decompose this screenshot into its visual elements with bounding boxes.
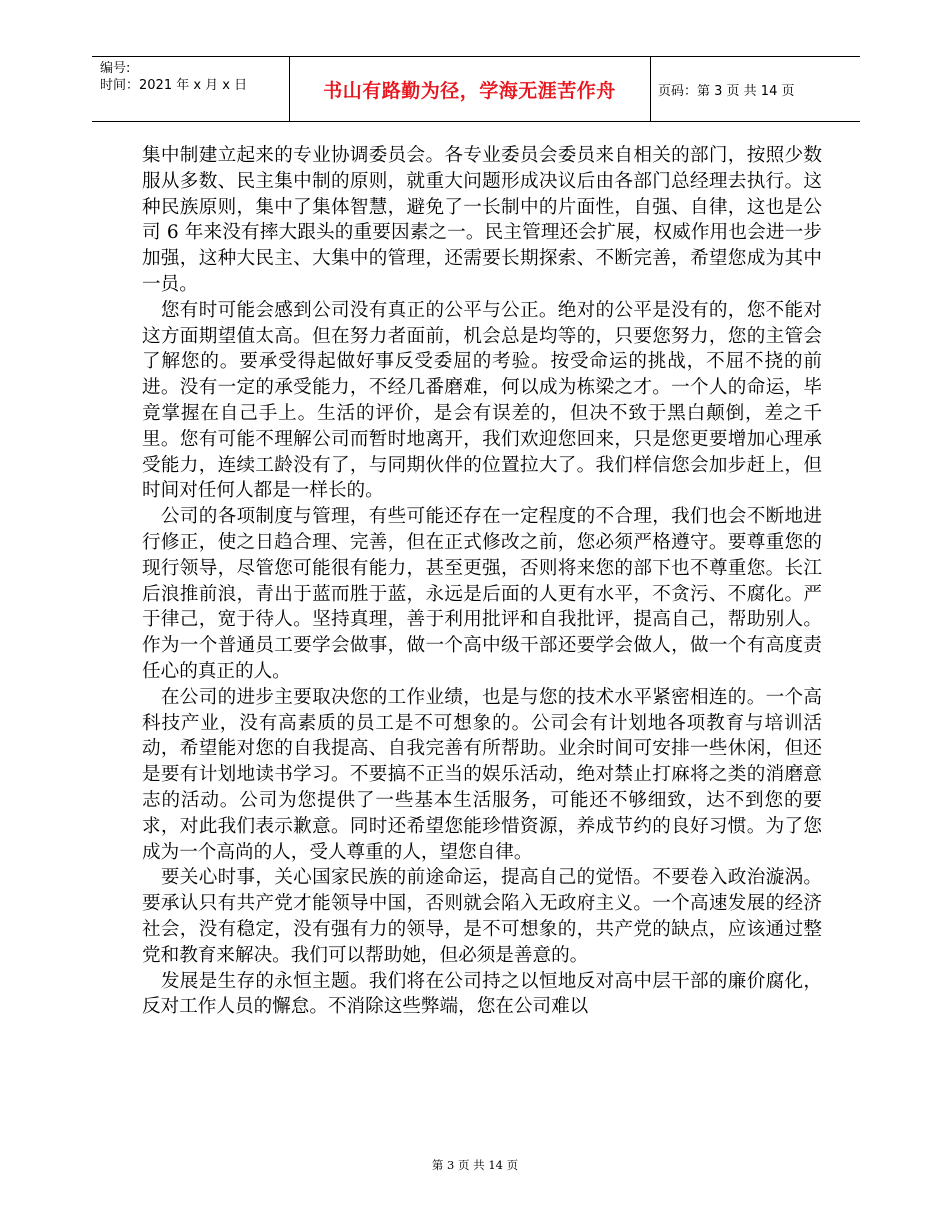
paragraph: 发展是生存的永恒主题。我们将在公司持之以恒地反对高中层干部的廉价腐化，反对工作人员的懈怠。不消除这些弊端，您在公司难以 <box>142 970 822 1018</box>
paragraph: 在公司的进步主要取决您的工作业绩，也是与您的技术水平紧密相连的。一个高科技产业，没有高素质的员工是不可想象的。公司会有计划地各项教育与培训活动，希望能对您的自我提高、自我完善有所帮助。业余时间可安排一些休闲，但还是要有计划地读书学习。不要搞不正当的娱乐活动，绝对禁止打麻将之类的消磨意志的活动。公司为您提供了一些基本生活服务，可能还不够细致，达不到您的要求，对此我们表示歉意。同时还希望您能珍惜资源，养成节约的良好习惯。为了您成为一个高尚的人，受人尊重的人，望您自律。 <box>142 686 822 863</box>
header-number-label: 编号: <box>100 61 131 76</box>
paragraph: 公司的各项制度与管理，有些可能还存在一定程度的不合理，我们也会不断地进行修正，使之日趋合理、完善，但在正式修改之前，您必须严格遵守。要尊重您的现行领导，尽管您可能很有能力，甚至更强，否则将来您的部下也不尊重您。长江后浪推前浪，青出于蓝而胜于蓝，永远是后面的人更有水平，不贪污、不腐化。严于律己，宽于待人。坚持真理，善于利用批评和自我批评，提高自己，帮助别人。作为一个普通员工要学会做事，做一个高中级干部还要学会做人，做一个有高度责任心的真正的人。 <box>142 506 822 682</box>
paragraph: 您有时可能会感到公司没有真正的公平与公正。绝对的公平是没有的，您不能对这方面期望值太高。但在努力者面前，机会总是均等的，只要您努力，您的主管会了解您的。要承受得起做好事反受委屈的考验。按受命运的挑战，不屈不挠的前进。没有一定的承受能力，不经几番磨难，何以成为栋梁之才。一个人的命运，毕竟掌握在自己手上。生活的评价，是会有误差的，但决不致于黑白颠倒，差之千里。您有可能不理解公司而暂时地离开，我们欢迎您回来，只是您更要增加心理承受能力，连续工龄没有了，与同期伙伴的位置拉大了。我们样信您会加步赶上，但时间对任何人都是一样长的。 <box>142 299 822 502</box>
header-meta <box>100 60 247 94</box>
header-page-info: 页码：第 3 页 共 14 页 <box>658 83 795 99</box>
header-time-label: 时间：2021 年 x 月 x 日 <box>100 78 248 93</box>
header-divider-right <box>650 56 651 122</box>
document-body <box>142 143 822 1020</box>
page-header <box>92 56 860 122</box>
paragraph: 集中制建立起来的专业协调委员会。各专业委员会委员来自相关的部门，按照少数服从多数、民主集中制的原则，就重大问题形成决议后由各部门总经理去执行。这种民族原则，集中了集体智慧，避免了一长制中的片面性，自强、自律，这也是公司 6 年来没有摔大跟头的重要因素之一。民主管理还会扩展，权威作用也会进一步加强，这种大民主、大集中的管理，还需要长期探索、不断完善，希望您成为其中一员。 <box>142 145 822 295</box>
page-footer: 第 3 页 共 14 页 <box>431 1158 519 1172</box>
paragraph: 要关心时事，关心国家民族的前途命运，提高自己的觉悟。不要卷入政治漩涡。要承认只有共产党才能领导中国，否则就会陷入无政府主义。一个高速发展的经济社会，没有稳定，没有强有力的领导，是不可想象的，共产党的缺点，应该通过整党和教育来解决。我们可以帮助她，但必须是善意的。 <box>142 867 822 966</box>
header-motto: 书山有路勤为径，学海无涯苦作舟 <box>323 79 616 102</box>
